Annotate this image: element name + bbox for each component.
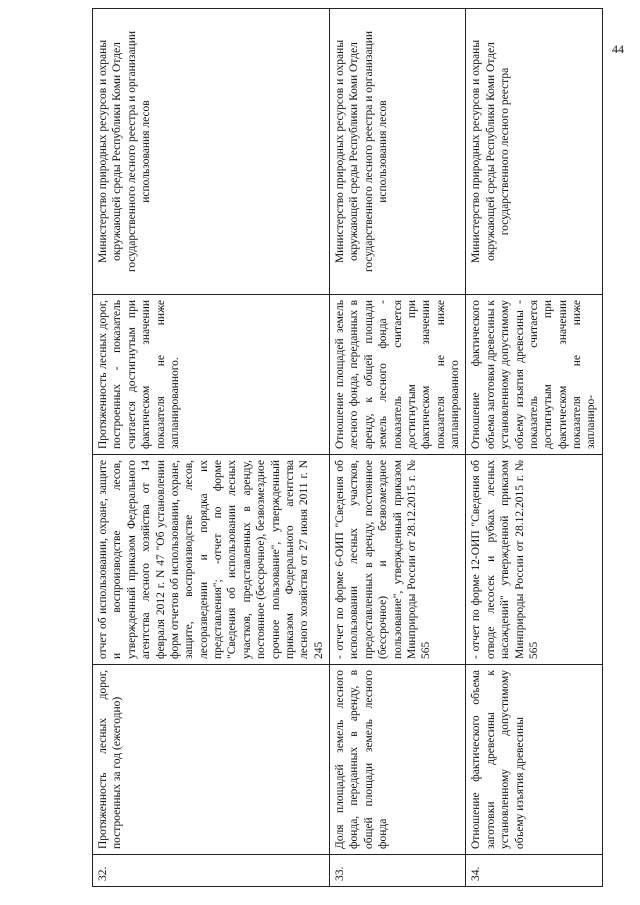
responsible-body: Министерство природных ресурсов и охраны окружающей среды Республики Коми Отдел государственного лесного реестра и организации использования лесов (93, 9, 330, 295)
table-row (93, 9, 330, 887)
row-number: 34. (466, 855, 602, 887)
responsible-body: Министерство природных ресурсов и охраны окружающей среды Республики Коми Отдел государственного лесного реестра (466, 9, 602, 295)
responsible-body: Министерство природных ресурсов и охраны окружающей среды Республики Коми Отдел государственного лесного реестра и организации использования лесов (330, 9, 466, 295)
page-number: 44 (612, 42, 624, 56)
indicator-name: Отношение фактического объема заготовки древесины к установленному допустимому объему изъятия древесины (466, 665, 602, 855)
calculation-method: Отношение фактического объема заготовки древесины к установленному допустимому объему изъятия древесины - показатель считается достигнутым при фактическом значении показателя не ниже запланиро- (466, 295, 602, 455)
data-source: - отчет по форме 6-ОИП "Сведения об использовании лесных участков, предоставленных в аренду, постоянное (бессрочное) и безвозмездное пользование", утвержденный приказом Минприроды России от 28.12.2015 г. № 565 (330, 455, 466, 665)
indicator-name: Протяженность лесных дорог, построенных за год (ежегодно) (93, 665, 330, 855)
row-number: 33. (330, 855, 466, 887)
indicators-table (92, 8, 603, 887)
indicator-name: Доля площадей земель лесного фонда, переданных в аренду, в общей площади земель лесного фонда (330, 665, 466, 855)
calculation-method: Протяженность лесных дорог, построенных - показатель считается достигнутым при фактическом значении показателя не ниже запланированного. (93, 295, 330, 455)
table-row (330, 9, 466, 887)
table-row (466, 9, 602, 887)
data-source: отчет об использовании, охране, защите и воспроизводстве лесов, утвержденный приказом Федерального агентства лесного хозяйства от 14 февраля 2012 г. N 47 "Об установлении форм отчетов об использовании, охране, защите, воспроизводстве лесов, лесоразведении и порядка их представления"; -отчет по форме "Сведения об использовании лесных участков, представленных в аренду, постоянное (бессрочное), безвозмездное срочное пользование", утвержденный приказом Федерального агентства лесного хозяйства от 27 июня 2011 г. N 245 (93, 455, 330, 665)
row-number: 32. (93, 855, 330, 887)
calculation-method: Отношение площадей земель лесного фонда, переданных в аренду, к общей площади земель лесного фонда - показатель считается достигнутым при фактическом значении показателя не ниже запланированного (330, 295, 466, 455)
data-source: - отчет по форме 12-ОИП "Сведения об отводе лесосек и рубках лесных насаждений" утвержденной приказом Минприроды России от 28.12.2015 г. № 565 (466, 455, 602, 665)
